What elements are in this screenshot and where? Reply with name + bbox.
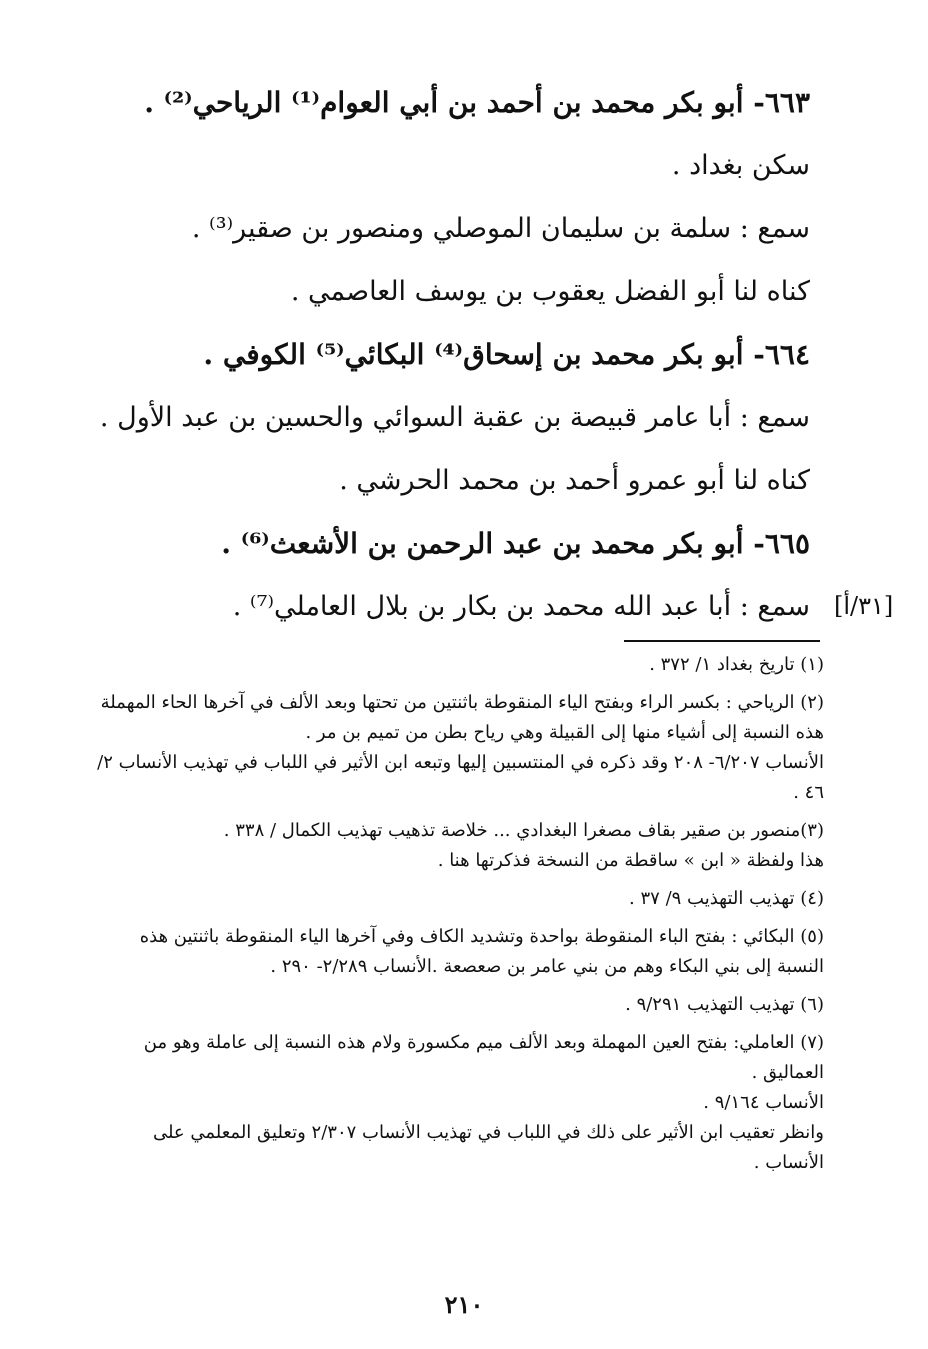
entry-663-heard: سمع : سلمة بن سليمان الموصلي ومنصور بن صقير⁽³⁾ . xyxy=(191,213,810,244)
main-text xyxy=(90,86,810,653)
entry-663-residence: سكن بغداد . xyxy=(671,150,810,181)
footnote-text: (٧) العاملي: بفتح العين المهملة وبعد الألف ميم مكسورة ولام هذه النسبة إلى عاملة وهو من العماليق . xyxy=(143,1032,824,1083)
footnote-subtext: الأنساب ٩/١٦٤ . xyxy=(703,1092,824,1113)
entry-664-kunya: كناه لنا أبو عمرو أحمد بن محمد الحرشي . xyxy=(339,465,810,496)
footnotes xyxy=(94,650,824,1186)
footnote-subtext: هذا ولفظة « ابن » ساقطة من النسخة فذكرتها هنا . xyxy=(437,850,824,871)
footnote-2 xyxy=(94,688,824,808)
page-number: ٢١٠ xyxy=(444,1290,484,1319)
entry-664-heard: سمع : أبا عامر قبيصة بن عقبة السوائي والحسين بن عبد الأول . xyxy=(99,402,810,433)
footnote-subtext: وانظر تعقيب ابن الأثير على ذلك في اللباب في تهذيب الأنساب ٢/٣٠٧ وتعليق المعلمي على الأنساب . xyxy=(152,1122,824,1173)
footnote-6 xyxy=(94,990,824,1020)
footnote-text: (٥) البكائي : بفتح الباء المنقوطة بواحدة وتشديد الكاف وفي آخرها الياء المنقوطة باثنتين هذه النسبة إلى بني البكاء وهم من بني عامر بن صعصعة .الأنساب ٢/٢٨٩- ٢٩٠ . xyxy=(139,926,824,977)
footnote-text: (٦) تهذيب التهذيب ٩/٢٩١ . xyxy=(625,994,824,1015)
footnote-text: (١) تاريخ بغداد ١/ ٣٧٢ . xyxy=(649,654,824,675)
entry-665-heading: ٦٦٥- أبو بكر محمد بن عبد الرحمن بن الأشعث⁽⁶⁾ . xyxy=(221,527,810,560)
footnote-4 xyxy=(94,884,824,914)
footnote-text: (٤) تهذيب التهذيب ٩/ ٣٧ . xyxy=(629,888,824,909)
footnote-5 xyxy=(94,922,824,982)
manuscript-folio-note: [٣١/أ] xyxy=(834,592,894,620)
entry-663-heading: ٦٦٣- أبو بكر محمد بن أحمد بن أبي العوام⁽¹⁾ الرياحي⁽²⁾ . xyxy=(144,86,810,119)
footnote-1 xyxy=(94,650,824,680)
entry-663-kunya: كناه لنا أبو الفضل يعقوب بن يوسف العاصمي . xyxy=(290,276,810,307)
footnote-subtext: الأنساب ٦/٢٠٧- ٢٠٨ وقد ذكره في المنتسبين إليها وتبعه ابن الأثير في اللباب في تهذيب الأنساب ٢/ ٤٦ . xyxy=(97,752,824,803)
footnote-3 xyxy=(94,816,824,876)
entry-664-heading: ٦٦٤- أبو بكر محمد بن إسحاق⁽⁴⁾ البكائي⁽⁵⁾ الكوفي . xyxy=(203,338,810,371)
footnote-7 xyxy=(94,1028,824,1178)
entry-665-heard: سمع : أبا عبد الله محمد بن بكار بن بلال العاملي⁽⁷⁾ . xyxy=(232,591,810,622)
footnote-separator xyxy=(624,640,820,642)
footnote-text: (٢) الرياحي : بكسر الراء وبفتح الياء المنقوطة باثنتين من تحتها وبعد الألف في آخرها الحاء المهملة هذه النسبة إلى أشياء منها إلى القبيلة وهي رياح بطن من تميم بن مر . xyxy=(100,692,824,743)
footnote-text: (٣)منصور بن صقير بقاف مصغرا البغدادي ... خلاصة تذهيب تهذيب الكمال / ٣٣٨ . xyxy=(223,820,824,841)
